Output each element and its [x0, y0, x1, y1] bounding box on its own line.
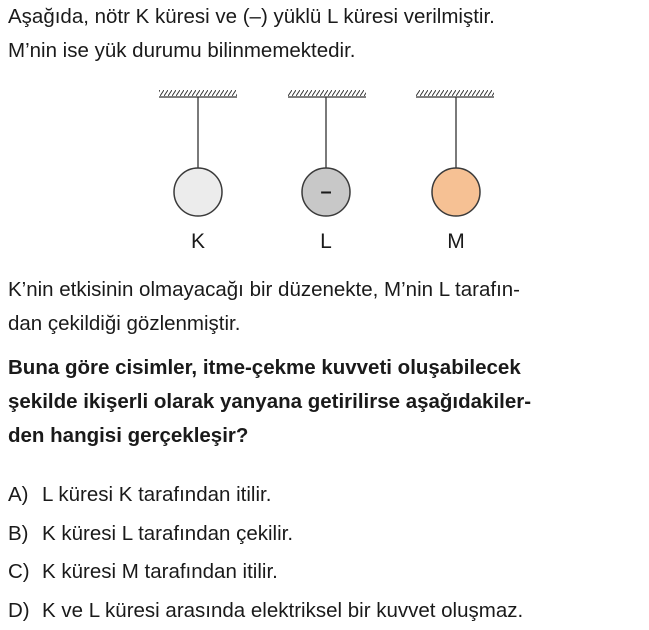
- ceiling-support-k: [159, 90, 237, 96]
- question-line-2: şekilde ikişerli olarak yanyana getirilirse aşağıdakiler-: [8, 390, 532, 413]
- observation-line-2: dan çekildiği gözlenmiştir.: [8, 312, 241, 335]
- sphere-m-assembly: [416, 90, 494, 253]
- option-c[interactable]: [8, 553, 523, 592]
- intro-line-2: M’nin ise yük durumu bilinmemektedir.: [8, 39, 356, 62]
- sphere-l-assembly: [288, 90, 366, 253]
- option-a-letter: A): [8, 483, 29, 506]
- answer-options: [8, 476, 523, 630]
- observation-line-1: K’nin etkisinin olmayacağı bir düzenekte, M’nin L tarafın-: [8, 278, 520, 301]
- option-a-text: L küresi K tarafından itilir.: [42, 483, 272, 506]
- question-line-1: Buna göre cisimler, itme-çekme kuvveti oluşabilecek: [8, 356, 521, 379]
- option-b-text: K küresi L tarafından çekilir.: [42, 521, 294, 545]
- sphere-m: [432, 168, 480, 216]
- intro-line-1: Aşağıda, nötr K küresi ve (–) yüklü L küresi verilmiştir.: [8, 5, 495, 28]
- sphere-k-label: K: [190, 230, 206, 253]
- ceiling-support-l: [288, 90, 366, 96]
- observation-paragraph: [8, 273, 641, 341]
- question-line-3: den hangisi gerçekleşir?: [8, 424, 249, 447]
- ceiling-support-m: [416, 90, 494, 96]
- option-a[interactable]: [8, 476, 523, 515]
- sphere-l-charge: –: [320, 181, 332, 203]
- question-stem: [8, 351, 641, 453]
- pendulum-figure: [0, 0, 649, 268]
- option-c-text: K küresi M tarafından itilir.: [42, 560, 278, 584]
- sphere-m-label: M: [447, 230, 465, 253]
- option-d-letter: D): [8, 598, 30, 622]
- sphere-k: [174, 168, 222, 216]
- option-d[interactable]: [8, 592, 523, 630]
- option-c-letter: C): [8, 560, 30, 584]
- option-b-letter: B): [8, 521, 29, 545]
- option-d-text: K ve L küresi arasında elektriksel bir kuvvet oluşmaz.: [42, 598, 524, 622]
- sphere-k-assembly: [159, 90, 237, 253]
- option-b[interactable]: [8, 515, 523, 554]
- sphere-l-label: L: [320, 230, 332, 253]
